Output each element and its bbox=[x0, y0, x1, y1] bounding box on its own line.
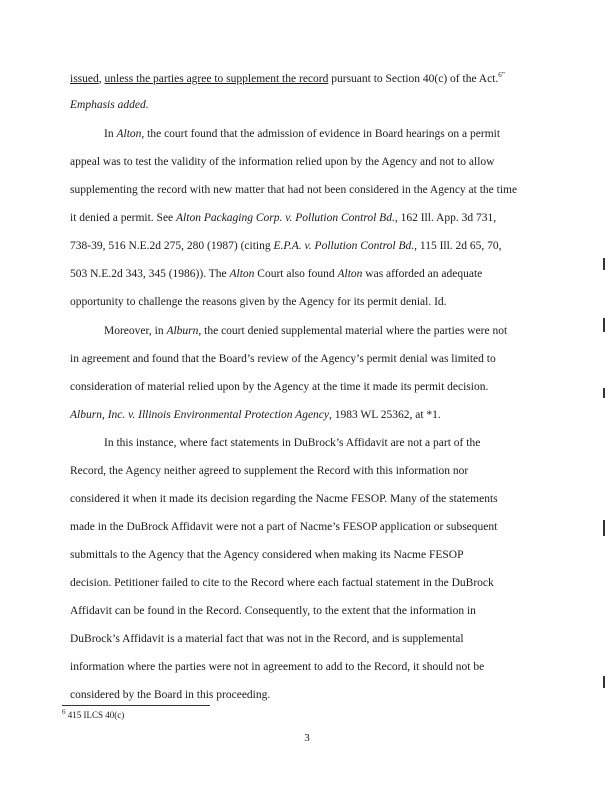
emphasis-note: Emphasis added. bbox=[70, 99, 149, 111]
body-line: considered by the Board in this proceeding. bbox=[70, 689, 271, 701]
text-fragment: Moreover, in bbox=[104, 325, 167, 337]
body-line: consideration of material relied upon by the Agency at the time it made its permit decision. bbox=[70, 381, 489, 393]
case-name: Alton bbox=[229, 268, 255, 280]
body-line bbox=[70, 239, 545, 253]
body-line: appeal was to test the validity of the information relied upon by the Agency and not to allow bbox=[70, 156, 495, 168]
scan-margin-mark bbox=[603, 258, 605, 270]
body-line: Record, the Agency neither agreed to supplement the Record with this information nor bbox=[70, 465, 469, 477]
body-line bbox=[70, 408, 545, 422]
scan-margin-mark bbox=[603, 520, 605, 536]
case-name: Alton Packaging Corp. v. Pollution Control Bd. bbox=[176, 212, 395, 224]
body-line bbox=[70, 72, 545, 86]
text-fragment: , 115 Ill. 2d 65, 70, bbox=[414, 240, 502, 252]
body-line: supplementing the record with new matter that had not been considered in the Agency at the time bbox=[70, 184, 518, 196]
paragraph-start bbox=[104, 127, 579, 141]
scan-margin-mark bbox=[603, 318, 605, 332]
text-fragment: 503 N.E.2d 343, 345 (1986)). The bbox=[70, 268, 230, 280]
paragraph-start bbox=[104, 324, 579, 338]
body-line: Affidavit can be found in the Record. Consequently, to the extent that the information in bbox=[70, 605, 476, 617]
footnote-marker: 6 bbox=[62, 708, 66, 716]
text-fragment: was afforded an adequate bbox=[362, 268, 483, 280]
footnote-reference: 6” bbox=[498, 71, 505, 80]
text-fragment: In bbox=[104, 128, 117, 140]
body-line: information where the parties were not in agreement to add to the Record, it should not be bbox=[70, 661, 485, 673]
case-name: Alton bbox=[337, 268, 363, 280]
case-name: E.P.A. v. Pollution Control Bd. bbox=[273, 240, 415, 252]
underlined-text: issued bbox=[70, 73, 99, 85]
scan-margin-mark bbox=[603, 388, 605, 398]
text-fragment: Court also found bbox=[254, 268, 338, 280]
scan-margin-mark bbox=[603, 676, 605, 688]
body-line: made in the DuBrock Affidavit were not a part of Nacme’s FESOP application or subsequent bbox=[70, 521, 498, 533]
body-line: in agreement and found that the Board’s review of the Agency’s permit denial was limited to bbox=[70, 353, 496, 365]
text-fragment: pursuant to Section 40(c) of the Act. bbox=[328, 73, 499, 85]
body-line bbox=[70, 211, 545, 225]
paragraph-start: In this instance, where fact statements in DuBrock’s Affidavit are not a part of the bbox=[104, 437, 481, 449]
footnote-separator bbox=[62, 705, 210, 706]
text-fragment: , the court found that the admission of evidence in Board hearings on a permit bbox=[141, 128, 501, 140]
body-line bbox=[70, 267, 545, 281]
text-fragment: 738-39, 516 N.E.2d 275, 280 (1987) (citing bbox=[70, 240, 274, 252]
text-fragment: , bbox=[98, 73, 105, 85]
page-number: 3 bbox=[304, 732, 310, 744]
text-fragment: , 1983 WL 25362, at *1. bbox=[329, 409, 441, 421]
text-fragment: , the court denied supplemental material where the parties were not bbox=[198, 325, 508, 337]
footnote bbox=[62, 710, 124, 721]
case-name: Alburn bbox=[166, 325, 199, 337]
text-fragment: it denied a permit. See bbox=[70, 212, 177, 224]
body-line: considered it when it made its decision regarding the Nacme FESOP. Many of the statements bbox=[70, 493, 498, 505]
body-line: decision. Petitioner failed to cite to the Record where each factual statement in the DuBrock bbox=[70, 577, 494, 589]
case-name: Alburn, Inc. v. Illinois Environmental Protection Agency bbox=[70, 409, 330, 421]
text-fragment: , 162 Ill. App. 3d 731, bbox=[394, 212, 497, 224]
body-line: submittals to the Agency that the Agency considered when making its Nacme FESOP bbox=[70, 549, 464, 561]
case-name: Alton bbox=[116, 128, 142, 140]
body-line: opportunity to challenge the reasons given by the Agency for its permit denial. Id. bbox=[70, 296, 447, 308]
footnote-text: 415 ILCS 40(c) bbox=[65, 710, 125, 720]
body-line: DuBrock’s Affidavit is a material fact that was not in the Record, and is supplemental bbox=[70, 633, 464, 645]
underlined-text: unless the parties agree to supplement the record bbox=[104, 73, 329, 85]
